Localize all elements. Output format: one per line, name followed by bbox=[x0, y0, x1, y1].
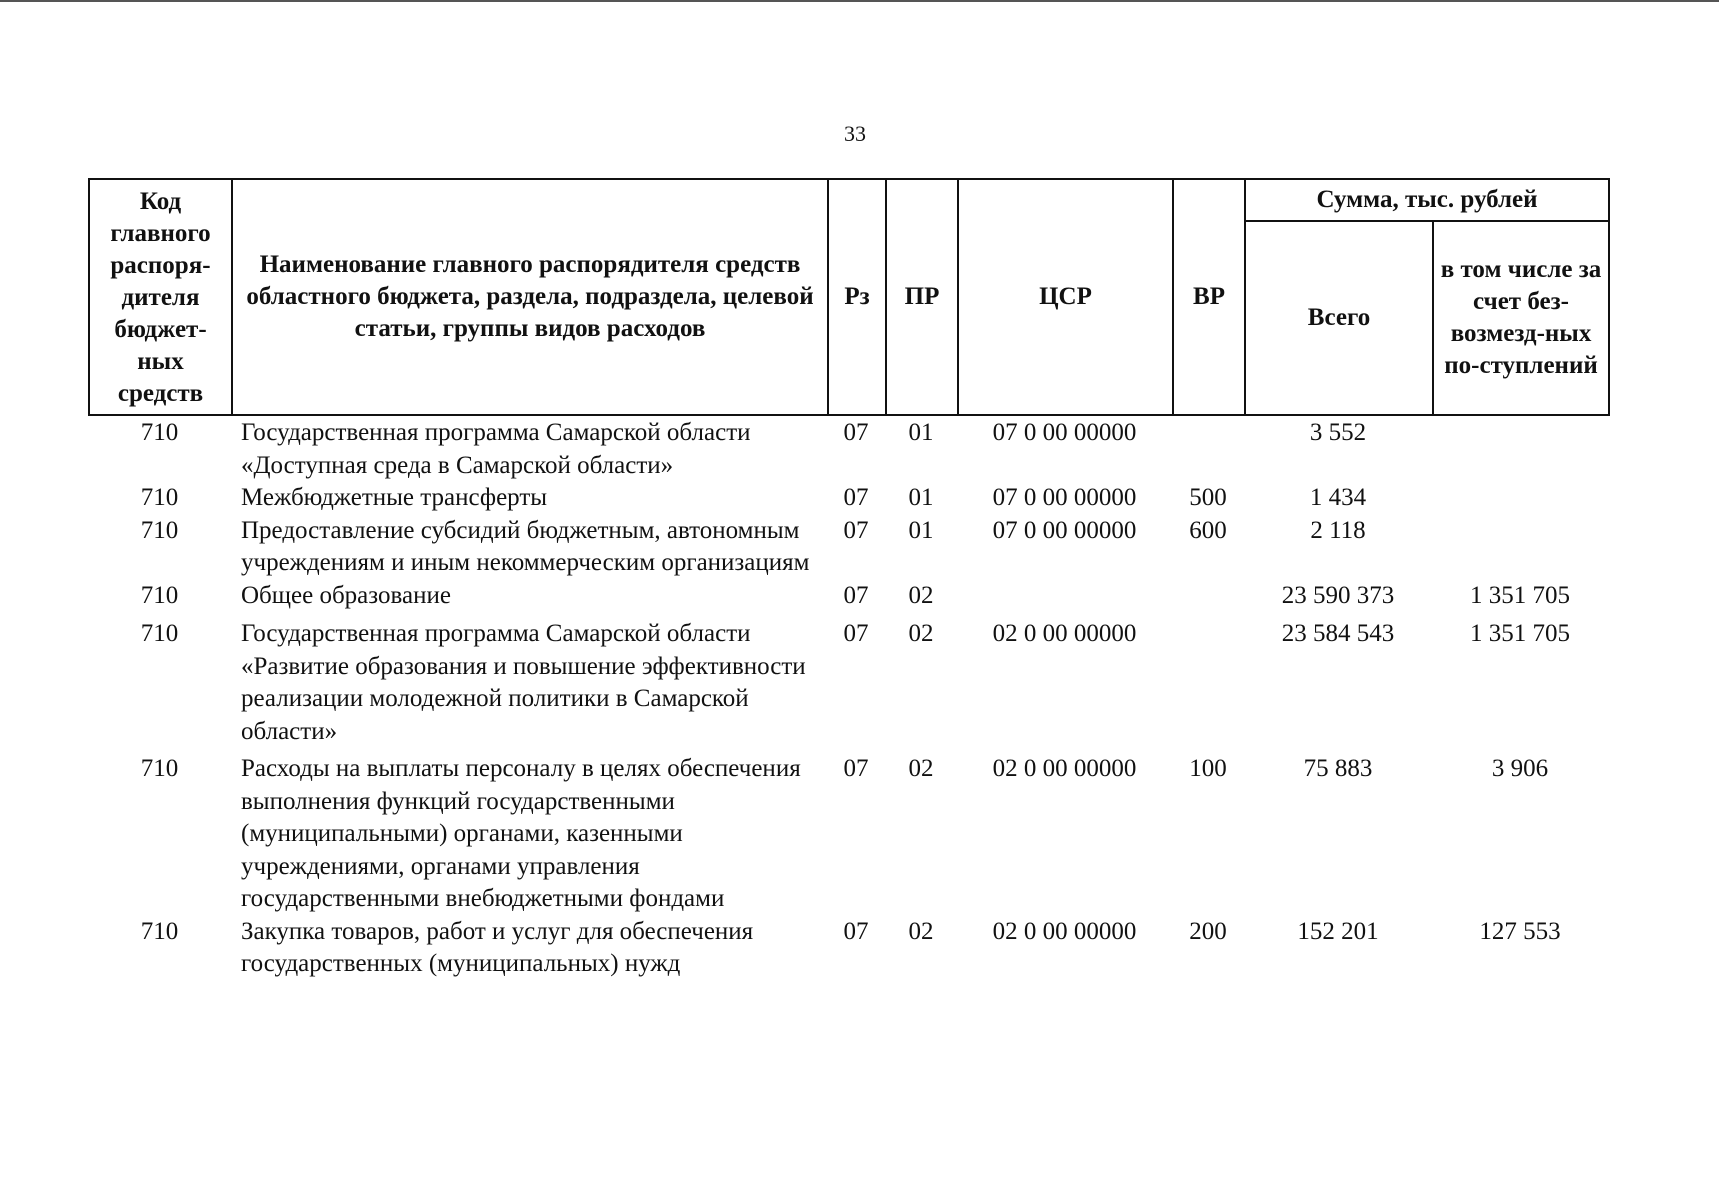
table-row bbox=[88, 748, 1608, 916]
cell-csr: 02 0 00 00000 bbox=[992, 917, 1137, 945]
cell-code: 710 bbox=[140, 620, 179, 647]
cell-gratuitous bbox=[1432, 482, 1608, 515]
header-gratuitous: в том числе за счет без-возмезд-ных по-ступлений bbox=[1433, 221, 1609, 415]
table-body bbox=[88, 417, 1608, 981]
cell-pr: 01 bbox=[908, 484, 934, 511]
header-vr: ВР bbox=[1173, 179, 1245, 415]
page-top-edge bbox=[0, 0, 1719, 2]
cell-pr: 02 bbox=[908, 755, 934, 782]
cell-name: Общее образование bbox=[241, 581, 451, 609]
table-row bbox=[88, 580, 1608, 613]
cell-gratuitous: 3 906 bbox=[1491, 755, 1549, 782]
cell-total: 23 590 373 bbox=[1281, 581, 1395, 609]
cell-rz: 07 bbox=[843, 484, 869, 511]
cell-code: 710 bbox=[140, 516, 179, 544]
cell-vr bbox=[1172, 612, 1244, 748]
cell-name: Расходы на выплаты персоналу в целях обеспечения выполнения функций государственными (муниципальными) органами, казенными учреждениями, органами управления государственными внебюджетными фондами bbox=[241, 755, 801, 912]
header-rz: Рз bbox=[828, 179, 886, 415]
cell-code: 710 bbox=[140, 581, 179, 609]
cell-csr: 07 0 00 00000 bbox=[992, 419, 1137, 446]
cell-csr: 07 0 00 00000 bbox=[992, 516, 1137, 544]
cell-csr: 02 0 00 00000 bbox=[992, 620, 1137, 647]
cell-rz: 07 bbox=[843, 755, 869, 782]
cell-rz: 07 bbox=[843, 620, 869, 647]
cell-vr bbox=[1172, 580, 1244, 613]
cell-pr: 02 bbox=[908, 581, 934, 609]
header-sum-group: Сумма, тыс. рублей bbox=[1245, 179, 1609, 221]
cell-csr bbox=[957, 580, 1172, 613]
cell-code: 710 bbox=[140, 484, 179, 511]
cell-name: Государственная программа Самарской области «Доступная среда в Самарской области» bbox=[241, 419, 751, 479]
cell-vr: 500 bbox=[1189, 484, 1227, 511]
cell-gratuitous: 1 351 705 bbox=[1470, 581, 1570, 609]
cell-gratuitous bbox=[1432, 417, 1608, 482]
table-row bbox=[88, 417, 1608, 482]
cell-code: 710 bbox=[140, 917, 179, 945]
cell-name: Закупка товаров, работ и услуг для обеспечения государственных (муниципальных) нужд bbox=[241, 917, 754, 977]
header-pr: ПР bbox=[886, 179, 958, 415]
cell-total: 2 118 bbox=[1310, 516, 1366, 544]
cell-total: 152 201 bbox=[1297, 917, 1379, 945]
cell-csr: 02 0 00 00000 bbox=[992, 755, 1137, 782]
cell-vr: 200 bbox=[1189, 917, 1227, 945]
header-name: Наименование главного распорядителя средств областного бюджета, раздела, подраздела, целевой статьи, группы видов расходов bbox=[232, 179, 828, 415]
cell-code: 710 bbox=[140, 419, 179, 446]
table-row bbox=[88, 916, 1608, 981]
cell-pr: 02 bbox=[908, 917, 934, 945]
cell-name: Межбюджетные трансферты bbox=[241, 484, 548, 511]
cell-gratuitous bbox=[1432, 515, 1608, 580]
cell-rz: 07 bbox=[843, 516, 869, 544]
cell-rz: 07 bbox=[843, 419, 869, 446]
cell-code: 710 bbox=[140, 755, 179, 782]
cell-vr bbox=[1172, 417, 1244, 482]
table-row bbox=[88, 482, 1608, 515]
cell-name: Государственная программа Самарской области «Развитие образования и повышение эффективности реализации молодежной политики в Самарской области» bbox=[241, 620, 806, 745]
table-row bbox=[88, 515, 1608, 580]
cell-pr: 02 bbox=[908, 620, 934, 647]
table-row bbox=[88, 612, 1608, 748]
cell-csr: 07 0 00 00000 bbox=[992, 484, 1137, 511]
cell-pr: 01 bbox=[908, 516, 934, 544]
header-csr: ЦСР bbox=[958, 179, 1173, 415]
cell-total: 3 552 bbox=[1309, 419, 1367, 446]
cell-total: 1 434 bbox=[1309, 484, 1367, 511]
cell-vr: 600 bbox=[1189, 516, 1227, 544]
cell-vr: 100 bbox=[1189, 755, 1227, 782]
page-number: 33 bbox=[844, 121, 866, 146]
cell-rz: 07 bbox=[843, 581, 869, 609]
cell-total: 23 584 543 bbox=[1281, 620, 1395, 647]
table-header bbox=[88, 178, 1610, 416]
cell-total: 75 883 bbox=[1303, 755, 1373, 782]
cell-pr: 01 bbox=[908, 419, 934, 446]
header-code: Код главного распоря-дителя бюджет-ных средств bbox=[89, 179, 232, 415]
header-total: Всего bbox=[1245, 221, 1433, 415]
cell-gratuitous: 1 351 705 bbox=[1470, 620, 1570, 647]
cell-name: Предоставление субсидий бюджетным, автономным учреждениям и иным некоммерческим организациям bbox=[241, 516, 810, 576]
cell-gratuitous: 127 553 bbox=[1479, 917, 1561, 945]
cell-rz: 07 bbox=[843, 917, 869, 945]
